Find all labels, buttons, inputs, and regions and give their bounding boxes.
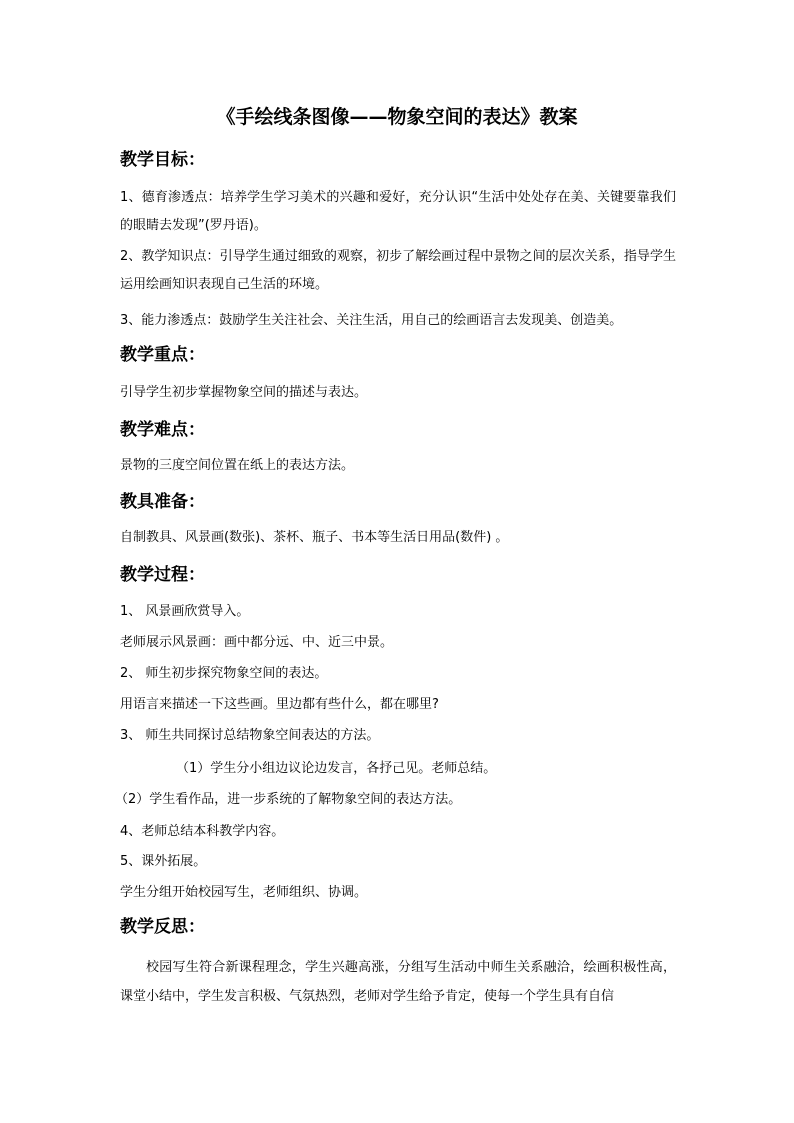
process-line-1: 1、 风景画欣赏导入。	[120, 604, 250, 619]
process-line-2: 老师展示风景画：画中都分远、中、近三中景。	[120, 635, 394, 650]
process-line-6: （1）学生分小组边议论边发言，各抒己见。老师总结。	[176, 761, 497, 776]
reflection-text: 校园写生符合新课程理念，学生兴趣高涨，分组写生活动中师生关系融洽，绘画积极性高，课堂小结中，学生发言积极、气氛热烈，老师对学生给予肯定，使每一个学生具有自信	[120, 960, 676, 1004]
goal-item-2: 2、教学知识点：引导学生通过细致的观察，初步了解绘画过程中景物之间的层次关系，指导学生运用绘画知识表现自己生活的环境。	[120, 249, 676, 292]
process-line-4: 用语言来描述一下这些画。里边都有些什么，都在哪里?	[120, 697, 439, 712]
process-line-3: 2、 师生初步探究物象空间的表达。	[120, 666, 328, 681]
process-line-7: （2）学生看作品，进一步系统的了解物象空间的表达方法。	[115, 792, 462, 807]
section-heading-process: 教学过程：	[120, 565, 205, 585]
process-line-8: 4、老师总结本科教学内容。	[120, 824, 285, 839]
difficulty-text: 景物的三度空间位置在纸上的表达方法。	[120, 458, 355, 473]
key-point-text: 引导学生初步掌握物象空间的描述与表达。	[120, 385, 368, 400]
document-title: 《手绘线条图像——物象空间的表达》教案	[216, 106, 578, 128]
goal-item-3: 3、能力渗透点：鼓励学生关注社会、关注生活，用自己的绘画语言去发现美、创造美。	[120, 313, 623, 328]
section-heading-difficulty: 教学难点：	[120, 420, 205, 440]
materials-text: 自制教具、风景画(数张)、茶杯、瓶子、书本等生活日用品(数件) 。	[120, 530, 509, 545]
process-line-10: 学生分组开始校园写生，老师组织、协调。	[120, 885, 368, 900]
process-line-5: 3、 师生共同探讨总结物象空间表达的方法。	[120, 728, 380, 743]
section-heading-goals: 教学目标：	[120, 150, 205, 170]
section-heading-key-point: 教学重点：	[120, 345, 205, 365]
section-heading-reflection: 教学反思：	[120, 917, 205, 937]
process-line-9: 5、课外拓展。	[120, 854, 207, 869]
section-heading-materials: 教具准备：	[120, 492, 205, 512]
goal-item-1: 1、德育渗透点：培养学生学习美术的兴趣和爱好，充分认识“生活中处处存在美、关键要靠我们的眼睛去发现”(罗丹语)。	[120, 190, 676, 233]
